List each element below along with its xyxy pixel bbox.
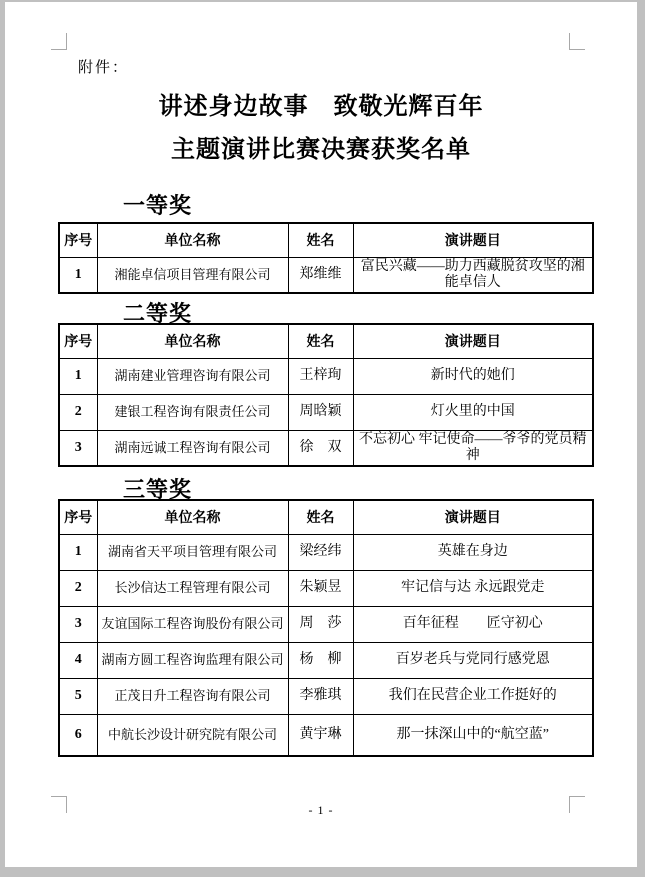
document-title-line2: 主题演讲比赛决赛获奖名单 — [171, 137, 471, 163]
cell-company: 湖南方圆工程咨询监理有限公司 — [97, 642, 288, 678]
section-heading: 一等奖 — [123, 193, 193, 218]
cell-no: 4 — [59, 642, 97, 678]
cell-company: 建银工程咨询有限责任公司 — [97, 394, 288, 430]
column-header: 单位名称 — [97, 500, 288, 534]
cell-name: 徐 双 — [288, 430, 353, 466]
cell-no: 3 — [59, 430, 97, 466]
table-row — [59, 534, 593, 570]
cell-topic: 不忘初心 牢记使命——爷爷的党员精神 — [353, 430, 593, 466]
cell-no: 1 — [59, 534, 97, 570]
cell-company: 正茂日升工程咨询有限公司 — [97, 678, 288, 714]
column-header: 序号 — [59, 324, 97, 358]
cell-name: 梁经纬 — [288, 534, 353, 570]
cell-name: 郑维维 — [288, 257, 353, 293]
cell-topic: 英雄在身边 — [353, 534, 593, 570]
cell-topic: 我们在民营企业工作挺好的 — [353, 678, 593, 714]
cell-topic: 新时代的她们 — [353, 358, 593, 394]
cell-name: 李雅琪 — [288, 678, 353, 714]
cell-topic: 牢记信与达 永远跟党走 — [353, 570, 593, 606]
page-number: - 1 - — [308, 803, 334, 817]
cell-name: 朱颖昱 — [288, 570, 353, 606]
column-header: 姓名 — [288, 223, 353, 257]
cell-name: 周 莎 — [288, 606, 353, 642]
table-row — [59, 642, 593, 678]
cell-no: 6 — [59, 714, 97, 756]
attachment-label: 附件： — [78, 60, 130, 76]
cell-no: 3 — [59, 606, 97, 642]
cell-no: 5 — [59, 678, 97, 714]
cell-name: 黄宇琳 — [288, 714, 353, 756]
cell-topic: 富民兴藏——助力西藏脱贫攻坚的湘能卓信人 — [353, 257, 593, 293]
column-header: 序号 — [59, 500, 97, 534]
document-title — [5, 86, 637, 172]
header-row — [59, 324, 593, 358]
cell-no: 2 — [59, 570, 97, 606]
margin-crop-mark-top-left — [51, 33, 67, 50]
cell-company: 湘能卓信项目管理有限公司 — [97, 257, 288, 293]
cell-topic: 百年征程 匠守初心 — [353, 606, 593, 642]
table-row — [59, 714, 593, 756]
cell-company: 湖南省天平项目管理有限公司 — [97, 534, 288, 570]
table-row — [59, 257, 593, 293]
cell-company: 中航长沙设计研究院有限公司 — [97, 714, 288, 756]
column-header: 演讲题目 — [353, 223, 593, 257]
document-title-line1: 讲述身边故事 致敬光辉百年 — [158, 94, 484, 120]
cell-company: 湖南远诚工程咨询有限公司 — [97, 430, 288, 466]
cell-name: 周晗颖 — [288, 394, 353, 430]
table-row — [59, 678, 593, 714]
column-header: 单位名称 — [97, 324, 288, 358]
cell-company: 长沙信达工程管理有限公司 — [97, 570, 288, 606]
award-table — [58, 222, 594, 294]
cell-no: 1 — [59, 358, 97, 394]
cell-name: 杨 柳 — [288, 642, 353, 678]
column-header: 序号 — [59, 223, 97, 257]
column-header: 姓名 — [288, 500, 353, 534]
table-row — [59, 430, 593, 466]
cell-topic: 那一抹深山中的“航空蓝” — [353, 714, 593, 756]
cell-topic: 灯火里的中国 — [353, 394, 593, 430]
table-row — [59, 394, 593, 430]
column-header: 演讲题目 — [353, 500, 593, 534]
header-row — [59, 223, 593, 257]
column-header: 单位名称 — [97, 223, 288, 257]
table-row — [59, 606, 593, 642]
section-heading: 二等奖 — [123, 301, 193, 326]
column-header: 姓名 — [288, 324, 353, 358]
cell-company: 湖南建业管理咨询有限公司 — [97, 358, 288, 394]
cell-name: 王梓珣 — [288, 358, 353, 394]
award-table — [58, 499, 594, 757]
cell-no: 1 — [59, 257, 97, 293]
header-row — [59, 500, 593, 534]
award-table — [58, 323, 594, 467]
document-page — [5, 2, 637, 867]
cell-topic: 百岁老兵与党同行感党恩 — [353, 642, 593, 678]
table-row — [59, 358, 593, 394]
section-heading: 三等奖 — [123, 477, 193, 502]
table-row — [59, 570, 593, 606]
cell-company: 友谊国际工程咨询股份有限公司 — [97, 606, 288, 642]
cell-no: 2 — [59, 394, 97, 430]
margin-crop-mark-top-right — [569, 33, 585, 50]
column-header: 演讲题目 — [353, 324, 593, 358]
